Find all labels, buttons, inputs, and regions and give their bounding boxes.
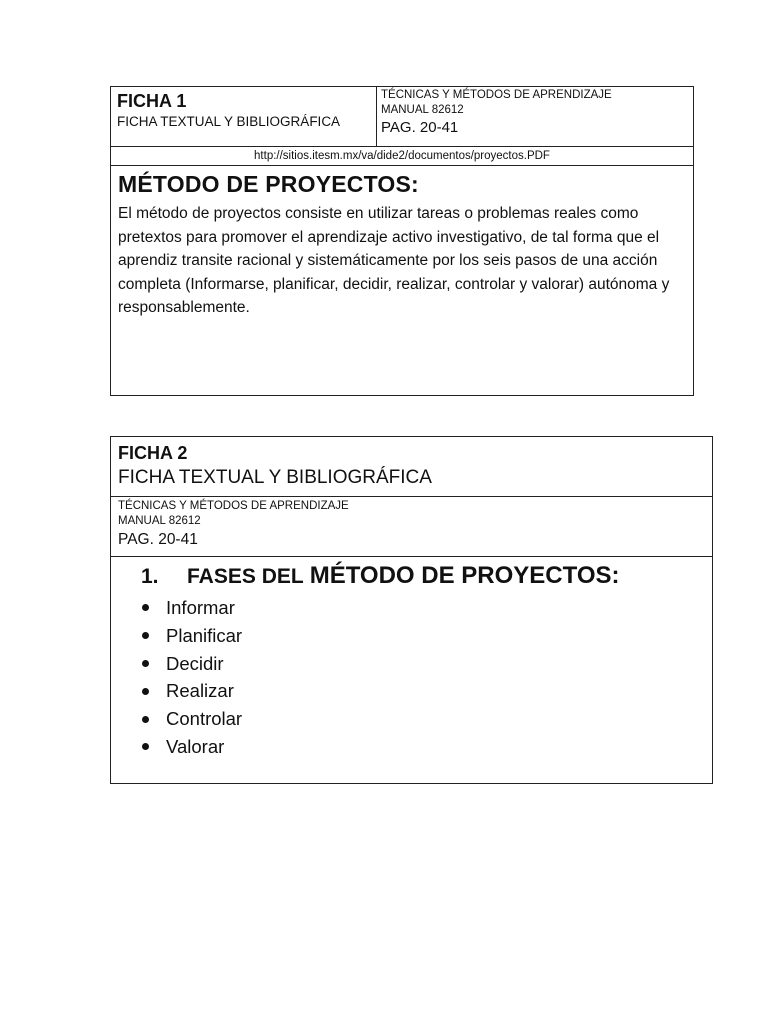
step-label: Controlar: [166, 708, 243, 730]
ficha-1-subtitle: FICHA TEXTUAL Y BIBLIOGRÁFICA: [117, 114, 341, 129]
step-label: Valorar: [166, 735, 225, 757]
ficha-1-book-title: TÉCNICAS Y MÉTODOS DE APRENDIZAJE: [381, 89, 612, 101]
list-item: [141, 733, 712, 761]
ficha-1-body: [111, 166, 693, 324]
bullet-icon: [142, 716, 149, 723]
ficha-2-subtitle: FICHA TEXTUAL Y BIBLIOGRÁFICA: [118, 467, 432, 488]
bullet-icon: [142, 688, 149, 695]
bullet-icon: [142, 743, 149, 750]
bullet-icon: [142, 604, 149, 611]
list-item: [141, 622, 712, 650]
list-heading-part-1: FASES DEL: [187, 565, 304, 588]
list-item: [141, 594, 712, 622]
ficha-2-card: [110, 436, 713, 784]
list-number: 1.: [141, 565, 159, 588]
list-item: [141, 705, 712, 733]
ficha-2-title: FICHA 2: [118, 443, 188, 463]
ficha-1-header-left: [111, 87, 377, 146]
step-label: Informar: [166, 597, 235, 618]
ficha-2-meta: [111, 497, 712, 557]
ficha-1-pages: PAG. 20-41: [381, 119, 459, 136]
ficha-1-manual: MANUAL 82612: [381, 104, 464, 116]
list-heading-part-2: MÉTODO DE PROYECTOS:: [309, 562, 620, 589]
list-item: [141, 677, 712, 705]
phases-list: [141, 594, 712, 761]
ficha-1-heading: MÉTODO DE PROYECTOS:: [118, 171, 419, 197]
ficha-2-list-heading: [141, 559, 712, 594]
step-label: Planificar: [166, 624, 243, 646]
list-item: [141, 650, 712, 678]
ficha-2-manual: MANUAL 82612: [118, 515, 201, 527]
ficha-1-header-right: [377, 87, 693, 146]
bullet-icon: [142, 632, 149, 639]
ficha-1-header-row: [111, 87, 693, 147]
step-label: Realizar: [166, 680, 234, 702]
ficha-2-pages: PAG. 20-41: [118, 531, 198, 548]
ficha-2-header: [111, 437, 712, 497]
ficha-2-book-title: TÉCNICAS Y MÉTODOS DE APRENDIZAJE: [118, 500, 349, 512]
step-label: Decidir: [166, 652, 224, 674]
ficha-1-url: http://sitios.itesm.mx/va/dide2/documentos/proyectos.PDF: [111, 147, 693, 166]
ficha-2-content: [111, 557, 712, 761]
ficha-1-paragraph: El método de proyectos consiste en utilizar tareas o problemas reales como pretextos para promover el aprendizaje activo investigativo, de tal forma que el aprendiz transite racional y sistemáticamente por los seis pasos de una acción completa (Informarse, planificar, decidir, realizar, controlar y valorar) autónoma y responsablemente.: [118, 205, 670, 316]
ficha-1-title: FICHA 1: [117, 91, 187, 111]
ficha-1-card: [110, 86, 694, 396]
bullet-icon: [142, 660, 149, 667]
